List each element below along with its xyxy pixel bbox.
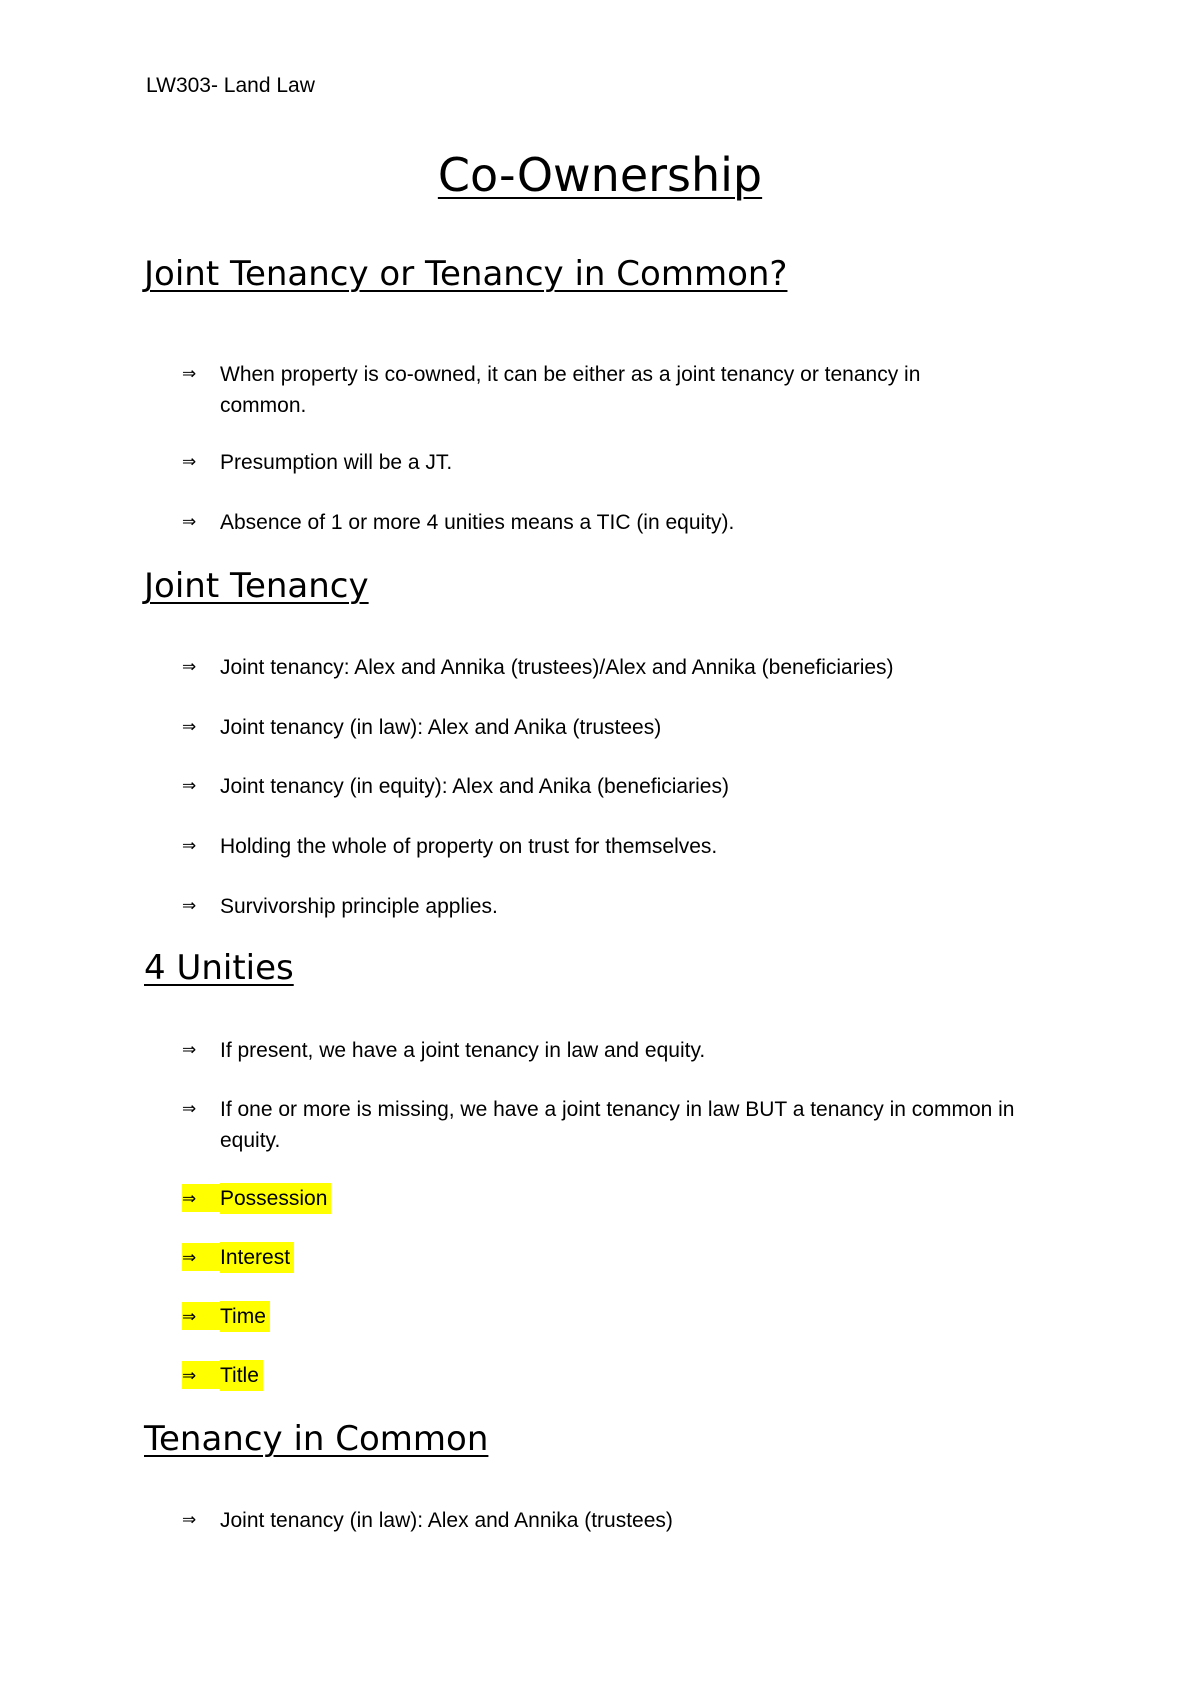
list-item-text: Joint tenancy (in equity): Alex and Anika (beneficiaries) [220, 775, 729, 798]
list-item-highlighted [182, 1301, 1082, 1332]
arrow-icon: ⇒ [182, 364, 197, 384]
list-item [182, 771, 1082, 802]
list-item [182, 652, 1082, 683]
arrow-icon: ⇒ [182, 657, 197, 677]
arrow-icon: ⇒ [182, 1184, 220, 1212]
arrow-icon: ⇒ [182, 836, 197, 856]
list-item-text: Survivorship principle applies. [220, 895, 498, 918]
list-item-text: If present, we have a joint tenancy in law and equity. [220, 1039, 706, 1062]
list-item-text: Joint tenancy: Alex and Annika (trustees)/Alex and Annika (beneficiaries) [220, 656, 894, 679]
arrow-icon: ⇒ [182, 1099, 197, 1119]
page-title: Co-Ownership [437, 148, 763, 202]
list-item-highlighted [182, 1360, 1082, 1391]
list-item [182, 507, 1082, 538]
list-item [182, 831, 1082, 862]
arrow-icon: ⇒ [182, 717, 197, 737]
list-item [182, 1035, 1082, 1066]
list-item-highlighted [182, 1183, 1082, 1214]
list-item-text: If one or more is missing, we have a joint tenancy in law BUT a tenancy in common in equity. [220, 1098, 1015, 1152]
section-heading-tenancy-in-common: Tenancy in Common [144, 1419, 489, 1459]
list-item-text: Possession [220, 1183, 331, 1214]
arrow-icon: ⇒ [182, 1361, 220, 1389]
arrow-icon: ⇒ [182, 1040, 197, 1060]
arrow-icon: ⇒ [182, 512, 197, 532]
section-heading-four-unities: 4 Unities [144, 948, 294, 988]
list-item [182, 1505, 1082, 1536]
section-heading-jt-or-tic: Joint Tenancy or Tenancy in Common? [144, 254, 788, 294]
list-item-text: When property is co-owned, it can be either as a joint tenancy or tenancy in common. [220, 363, 921, 417]
arrow-icon: ⇒ [182, 452, 197, 472]
list-item-text: Interest [220, 1242, 294, 1273]
list-item-text: Joint tenancy (in law): Alex and Annika (trustees) [220, 1509, 673, 1532]
arrow-icon: ⇒ [182, 776, 197, 796]
arrow-icon: ⇒ [182, 1243, 220, 1271]
list-item-text: Title [220, 1360, 263, 1391]
arrow-icon: ⇒ [182, 1510, 197, 1530]
list-item-text: Absence of 1 or more 4 unities means a TIC (in equity). [220, 511, 735, 534]
list-item [182, 712, 1082, 743]
list-item [182, 1094, 1082, 1156]
list-item [182, 891, 1082, 922]
list-item-text: Presumption will be a JT. [220, 451, 453, 474]
list-item [182, 359, 1082, 421]
list-item-text: Holding the whole of property on trust for themselves. [220, 835, 718, 858]
list-item [182, 447, 1082, 478]
arrow-icon: ⇒ [182, 896, 197, 916]
list-item-text: Joint tenancy (in law): Alex and Anika (trustees) [220, 716, 662, 739]
arrow-icon: ⇒ [182, 1302, 220, 1330]
course-header: LW303- Land Law [146, 74, 315, 97]
list-item-highlighted [182, 1242, 1082, 1273]
section-heading-joint-tenancy: Joint Tenancy [144, 566, 369, 606]
list-item-text: Time [220, 1301, 270, 1332]
